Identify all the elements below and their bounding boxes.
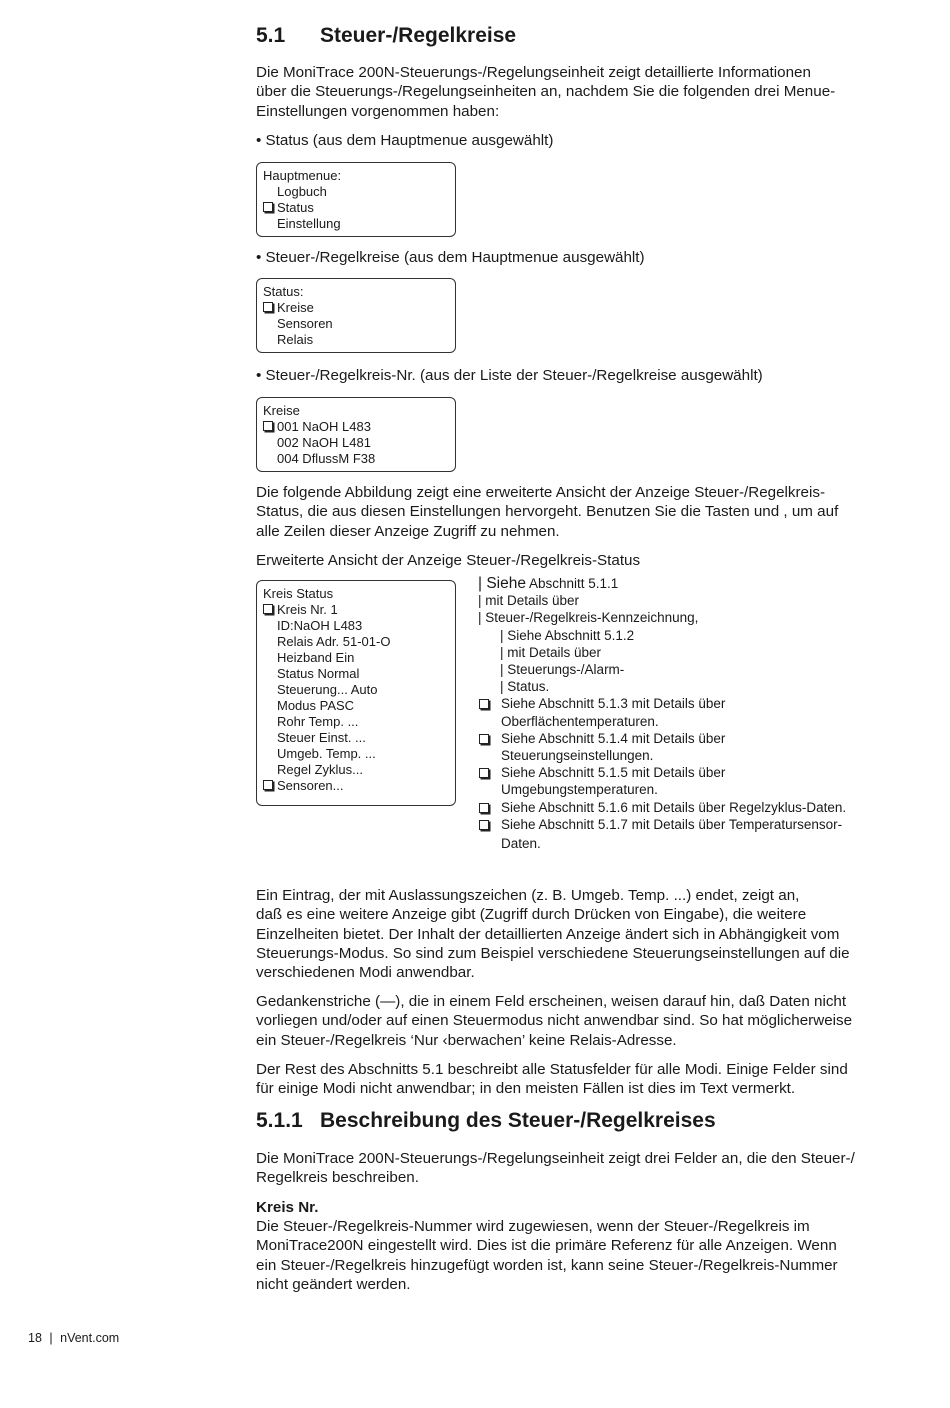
text-line: Gedankenstriche (—), die in einem Feld erscheinen, weisen darauf hin, daß Daten nicht: [256, 993, 847, 1010]
annotation-5-1-5: Siehe Abschnitt 5.1.5 mit Details über Umgebungstemperaturen.: [478, 764, 898, 798]
page-number: 18: [28, 1331, 42, 1345]
text-line: Der Rest des Abschnitts 5.1 beschreibt alle Statusfelder für alle Modi. Einige Felder sind: [256, 1061, 848, 1078]
kreis-item: 002 NaOH L481: [277, 435, 371, 450]
checkbox-icon: [479, 820, 489, 830]
box-title: Hauptmenue:: [263, 168, 342, 183]
text-line: ein Steuer-/Regelkreis hinzugefügt worden ist, kann seine Steuer-/Regelkreis-Nummer: [256, 1256, 838, 1274]
text-line: Die MoniTrace 200N-Steuerungs-/Regelungseinheit zeigt detaillierte Informationen: [256, 64, 811, 81]
text-line: Die folgende Abbildung zeigt eine erweiterte Ansicht der Anzeige Steuer-/Regelkreis-: [256, 484, 826, 501]
annotation-5-1-6: Siehe Abschnitt 5.1.6 mit Details über Regelzyklus-Daten.: [478, 799, 898, 816]
text-line: | Steuer-/Regelkreis-Kennzeichnung,: [478, 610, 699, 626]
checkbox-icon: [263, 302, 273, 312]
kreis-status-box: [256, 580, 456, 806]
menu-box-status: [256, 278, 456, 353]
menu-item-relais: Relais: [277, 332, 314, 347]
page-footer: [28, 1331, 119, 1345]
field-id: ID:NaOH L483: [277, 618, 363, 633]
annotation-list: [478, 575, 898, 852]
menu-item-sensoren: Sensoren: [277, 316, 333, 331]
text-line: daß es eine weitere Anzeige gibt (Zugriff durch Drücken von Eingabe), die weitere: [256, 906, 807, 924]
text-line: nicht geändert werden.: [256, 1275, 411, 1293]
annotation-5-1-2: | Siehe Abschnitt 5.1.2: [500, 627, 635, 643]
section-number: 5.1: [256, 24, 286, 47]
field-steuer-einst: Steuer Einst. ...: [277, 730, 366, 745]
text-line: Einzelheiten bietet. Der Inhalt der detaillierten Anzeige ändert sich in Abhängigkeit vom: [256, 925, 840, 943]
text-line: verschiedenen Modi anwendbar.: [256, 964, 475, 982]
checkbox-icon: [479, 734, 489, 744]
text-line: MoniTrace200N eingestellt wird. Dies ist die primäre Referenz für alle Anzeigen. Wenn: [256, 1237, 837, 1255]
field-status: Status Normal: [277, 666, 360, 681]
bullet-status: • Status (aus dem Hauptmenue ausgewählt): [256, 132, 554, 149]
bullet-kreis-nr: • Steuer-/Regelkreis-Nr. (aus der Liste der Steuer-/Regelkreise ausgewählt): [256, 367, 763, 384]
text-line: für einige Modi nicht anwendbar; in den meisten Fällen ist dies im Text vermerkt.: [256, 1080, 796, 1098]
text-line: | mit Details über: [500, 644, 602, 660]
section-number: 5.1.1: [256, 1109, 303, 1132]
menu-item-einstellung: Einstellung: [277, 216, 341, 231]
annotation-5-1-1: | Siehe Abschnitt 5.1.1: [478, 575, 619, 592]
menu-item-status: Status: [277, 200, 314, 215]
text-line: Einstellungen vorgenommen haben:: [256, 102, 500, 120]
text-line: Status, die aus diesen Einstellungen hervorgeht. Benutzen Sie die Tasten und , um auf: [256, 503, 839, 521]
field-kreis-nr: Kreis Nr. 1: [277, 602, 338, 617]
text-line: Regelkreis beschreiben.: [256, 1169, 419, 1187]
checkbox-icon: [263, 780, 273, 790]
checkbox-icon: [479, 699, 489, 709]
rest-paragraph: [256, 1060, 896, 1099]
text-line: | Status.: [500, 679, 550, 695]
menu-item-kreise: Kreise: [277, 300, 314, 315]
annotation-5-1-3: Siehe Abschnitt 5.1.3 mit Details über Oberflächentemperaturen.: [478, 695, 898, 729]
figure-caption: Erweiterte Ansicht der Anzeige Steuer-/Regelkreis-Status: [256, 552, 641, 569]
field-heizband: Heizband Ein: [277, 650, 355, 665]
section-heading-5-1-1: [256, 1109, 716, 1133]
field-regel-zyklus: Regel Zyklus...: [277, 762, 363, 777]
field-modus: Modus PASC: [277, 698, 355, 713]
section-title: Steuer-/Regelkreise: [320, 24, 517, 47]
field-umgeb-temp: Umgeb. Temp. ...: [277, 746, 376, 761]
bullet-kreise: • Steuer-/Regelkreise (aus dem Hauptmenue ausgewählt): [256, 249, 645, 266]
menu-box-hauptmenue: [256, 162, 456, 237]
field-relais-adr: Relais Adr. 51-01-O: [277, 634, 391, 649]
kreis-item: 001 NaOH L483: [277, 419, 371, 434]
checkbox-icon: [479, 768, 489, 778]
text-line: über die Steuerungs-/Regelungseinheiten an, nachdem Sie die folgenden drei Menue-: [256, 83, 836, 101]
text-line: Die Steuer-/Regelkreis-Nummer wird zugewiesen, wenn der Steuer-/Regelkreis im: [256, 1218, 810, 1235]
ellipsis-paragraph: [256, 886, 896, 982]
checkbox-icon: [479, 803, 489, 813]
box-title: Status:: [263, 284, 304, 299]
text-line: alle Zeilen dieser Anzeige Zugriff zu nehmen.: [256, 522, 560, 540]
intro-paragraph: [256, 63, 896, 121]
checkbox-icon: [263, 202, 273, 212]
menu-item-logbuch: Logbuch: [277, 184, 327, 199]
text-line: Die MoniTrace 200N-Steuerungs-/Regelungseinheit zeigt drei Felder an, die den Steuer-/: [256, 1150, 855, 1167]
kreis-nr-paragraph: [256, 1217, 896, 1294]
dash-paragraph: [256, 992, 896, 1050]
section-heading-5-1: [256, 24, 516, 48]
field-sensoren: Sensoren...: [277, 778, 344, 793]
section-title: Beschreibung des Steuer-/Regelkreises: [320, 1109, 716, 1132]
text-line: Steuerungs-Modus. So sind zum Beispiel verschiedene Steuerungseinstellungen auf die: [256, 944, 850, 962]
extended-view-paragraph: [256, 483, 896, 541]
annotation-5-1-4: Siehe Abschnitt 5.1.4 mit Details über Steuerungseinstellungen.: [478, 730, 898, 764]
text-line: | mit Details über: [478, 593, 580, 609]
box-title: Kreis Status: [263, 586, 334, 601]
field-rohr-temp: Rohr Temp. ...: [277, 714, 359, 729]
text-line: ein Steuer-/Regelkreis ‘Nur ‹berwachen’ keine Relais-Adresse.: [256, 1031, 677, 1049]
box-title: Kreise: [263, 403, 300, 418]
checkbox-icon: [263, 421, 273, 431]
annotation-5-1-7: Siehe Abschnitt 5.1.7 mit Details über Temperatursensor- Daten.: [478, 816, 898, 852]
footer-separator: |: [49, 1331, 53, 1345]
text-line: vorliegen und/oder auf einen Steuermodus nicht anwendbar sind. So hat möglicherweise: [256, 1012, 853, 1030]
footer-site-link[interactable]: nVent.com: [60, 1331, 120, 1345]
menu-box-kreise: [256, 397, 456, 472]
text-line: Ein Eintrag, der mit Auslassungszeichen (z. B. Umgeb. Temp. ...) endet, zeigt an,: [256, 887, 800, 904]
text-line: | Steuerungs-/Alarm-: [500, 662, 625, 678]
checkbox-icon: [263, 604, 273, 614]
section-5-1-1-intro: [256, 1149, 896, 1188]
field-steuerung: Steuerung... Auto: [277, 682, 378, 697]
kreis-item: 004 DflussM F38: [277, 451, 376, 466]
kreis-nr-heading: Kreis Nr.: [256, 1199, 319, 1216]
